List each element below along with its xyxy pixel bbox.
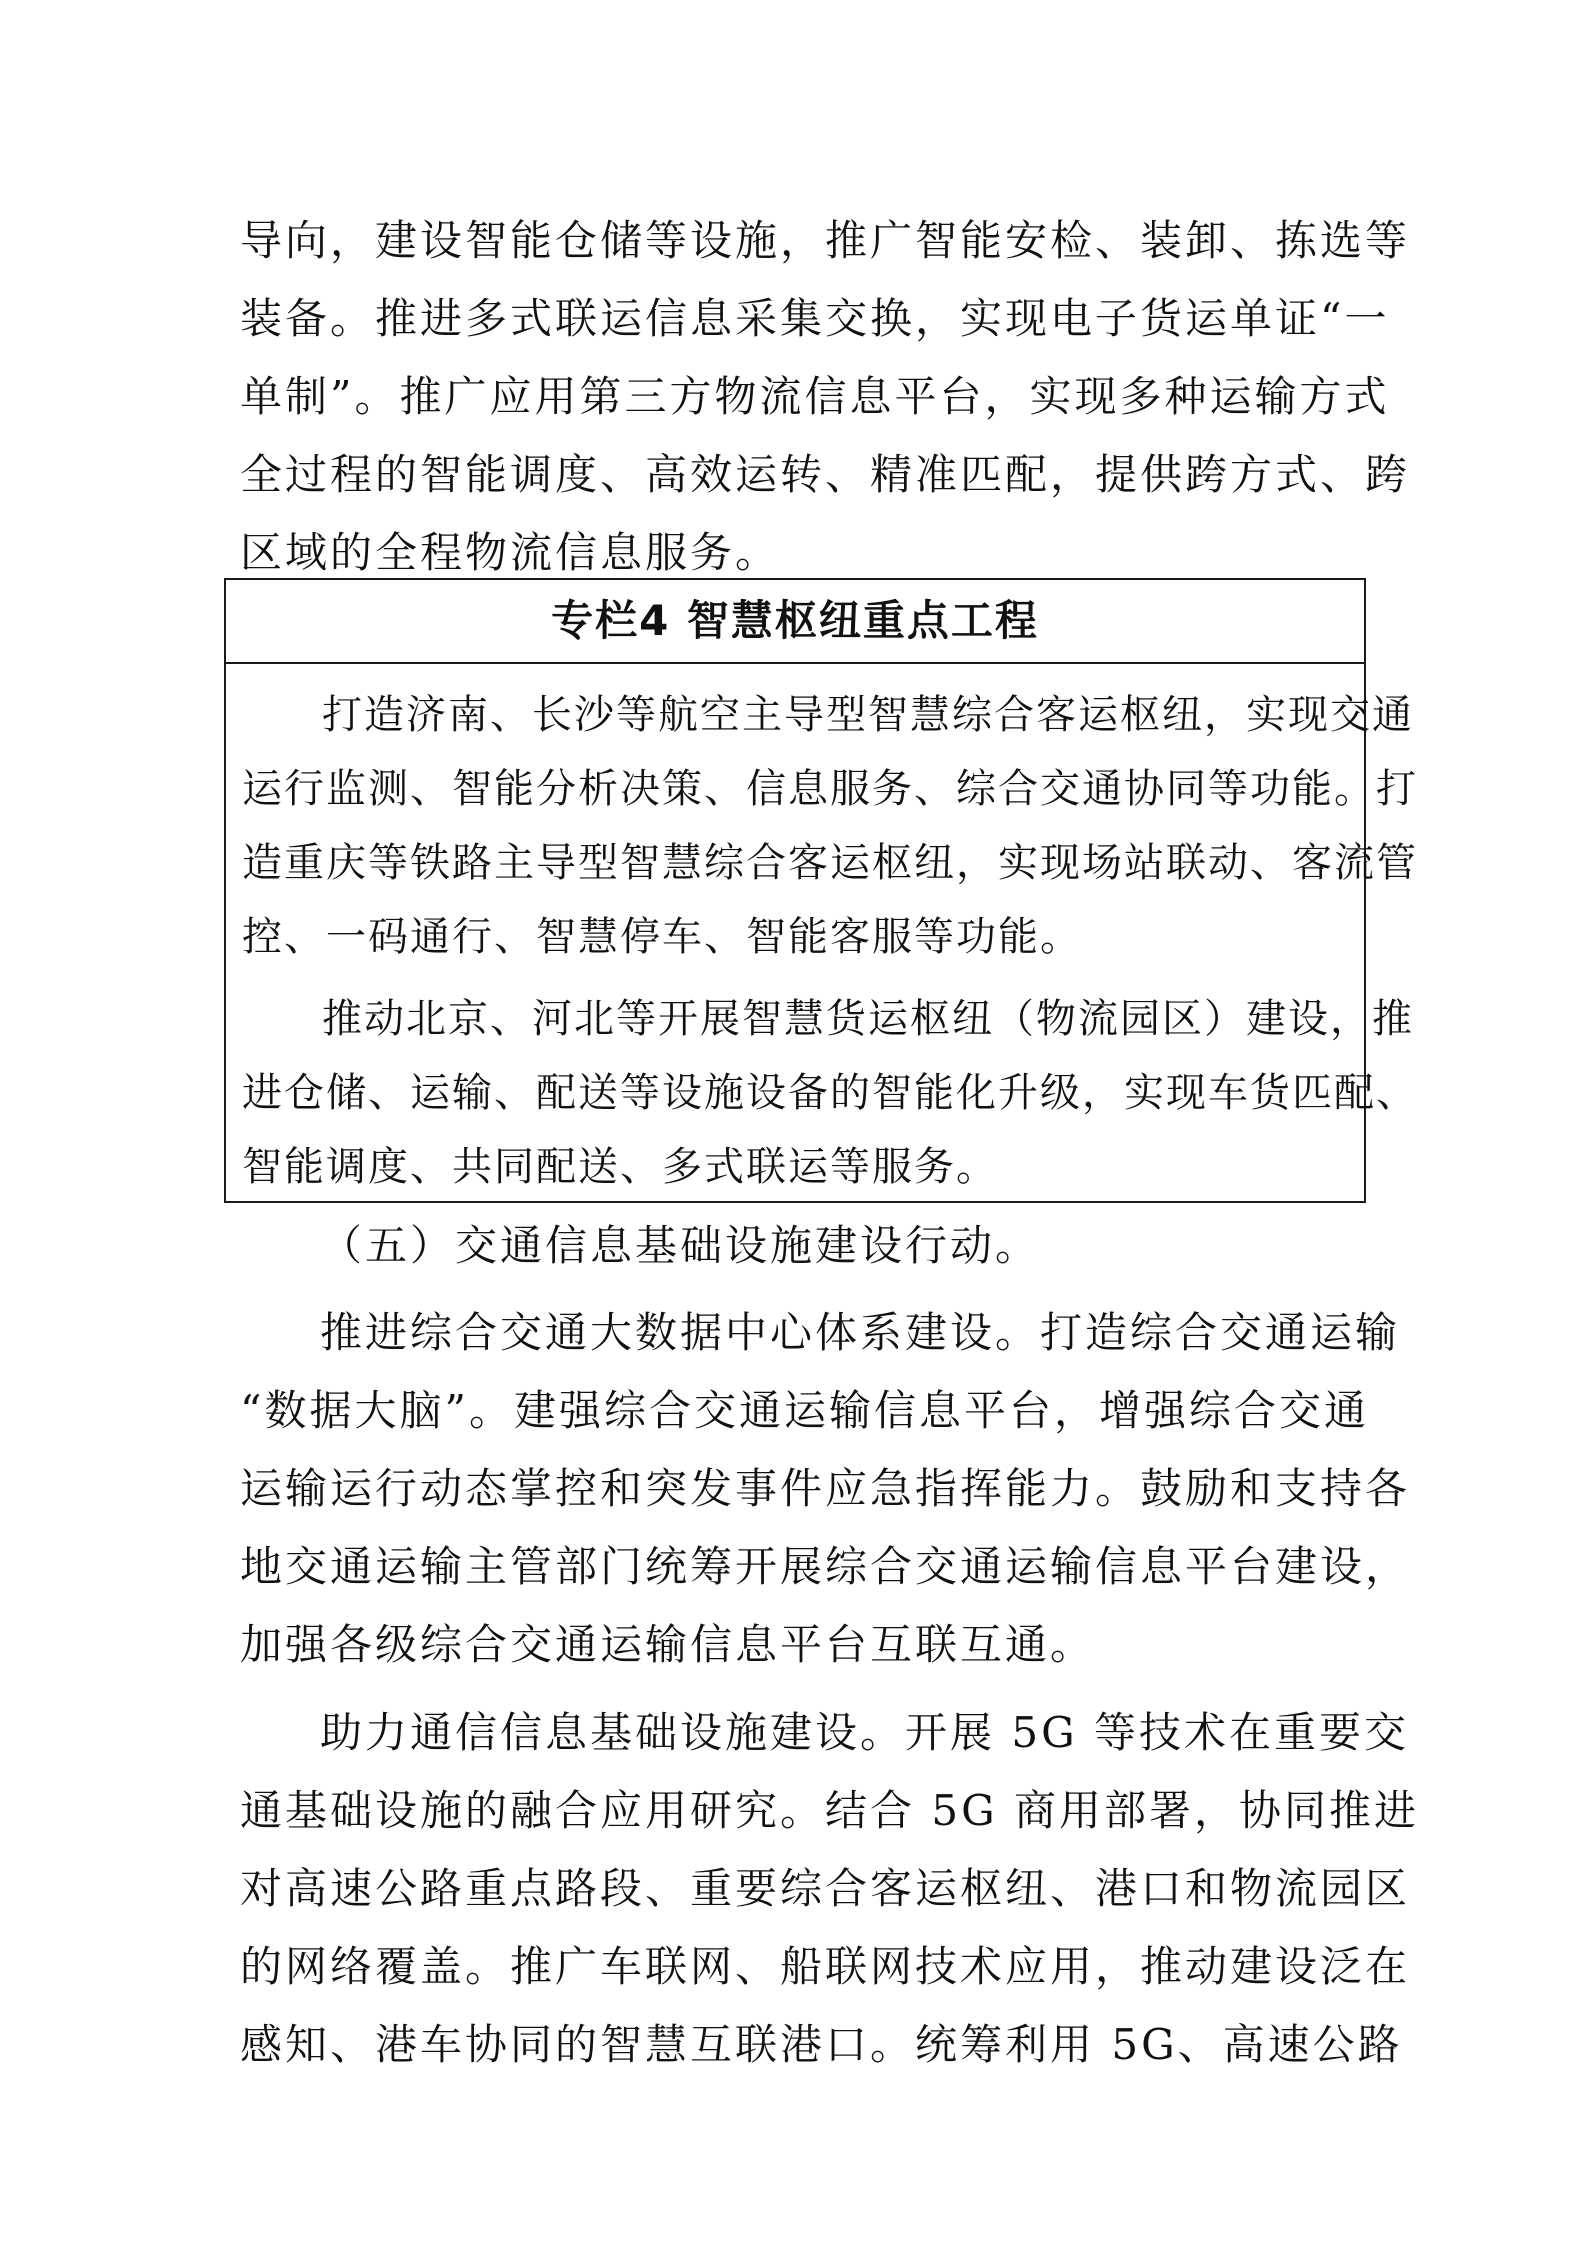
intro-line-4: 全过程的智能调度、高效运转、精准匹配，提供跨方式、跨 (240, 450, 1411, 499)
para-b-line-2: 通基础设施的融合应用研究。结合 5G 商用部署，协同推进 (240, 1786, 1419, 1835)
para-a-line-3: 运输运行动态掌控和突发事件应急指挥能力。鼓励和支持各 (240, 1464, 1411, 1513)
box-para1-line-3: 造重庆等铁路主导型智慧综合客运枢纽，实现场站联动、客流管 (242, 840, 1418, 886)
para-a-line-4: 地交通运输主管部门统筹开展综合交通运输信息平台建设， (240, 1542, 1411, 1591)
box-para2-line-1: 推动北京、河北等开展智慧货运枢纽（物流园区）建设，推 (322, 996, 1414, 1042)
feature-box-title: 专栏4 智慧枢纽重点工程 (226, 580, 1364, 664)
para-a-line-1: 推进综合交通大数据中心体系建设。打造综合交通运输 (320, 1308, 1401, 1357)
intro-line-1: 导向，建设智能仓储等设施，推广智能安检、装卸、拣选等 (240, 216, 1411, 265)
box-para2-line-3: 智能调度、共同配送、多式联运等服务。 (242, 1144, 998, 1190)
para-b-line-1: 助力通信信息基础设施建设。开展 5G 等技术在重要交 (320, 1708, 1409, 1757)
para-a-line-5: 加强各级综合交通运输信息平台互联互通。 (240, 1620, 1096, 1669)
feature-box (224, 578, 1418, 1203)
para-b-line-3: 对高速公路重点路段、重要综合客运枢纽、港口和物流园区 (240, 1864, 1411, 1913)
intro-line-2: 装备。推进多式联运信息采集交换，实现电子货运单证“一 (240, 294, 1390, 343)
intro-line-3: 单制”。推广应用第三方物流信息平台，实现多种运输方式 (240, 372, 1390, 421)
box-para2-line-2: 进仓储、运输、配送等设施设备的智能化升级，实现车货匹配、 (242, 1070, 1418, 1116)
box-para1-line-1: 打造济南、长沙等航空主导型智慧综合客运枢纽，实现交通 (322, 692, 1414, 738)
para-b-line-4: 的网络覆盖。推广车联网、船联网技术应用，推动建设泛在 (240, 1942, 1411, 1991)
box-para1-line-4: 控、一码通行、智慧停车、智能客服等功能。 (242, 914, 1082, 960)
intro-line-5: 区域的全程物流信息服务。 (240, 528, 781, 577)
para-b-line-5: 感知、港车协同的智慧互联港口。统筹利用 5G、高速公路 (240, 2020, 1403, 2069)
section-heading: （五）交通信息基础设施建设行动。 (320, 1221, 1041, 1270)
para-a-line-2: “数据大脑”。建强综合交通运输信息平台，增强综合交通 (240, 1386, 1369, 1435)
box-para1-line-2: 运行监测、智能分析决策、信息服务、综合交通协同等功能。打 (242, 766, 1418, 812)
